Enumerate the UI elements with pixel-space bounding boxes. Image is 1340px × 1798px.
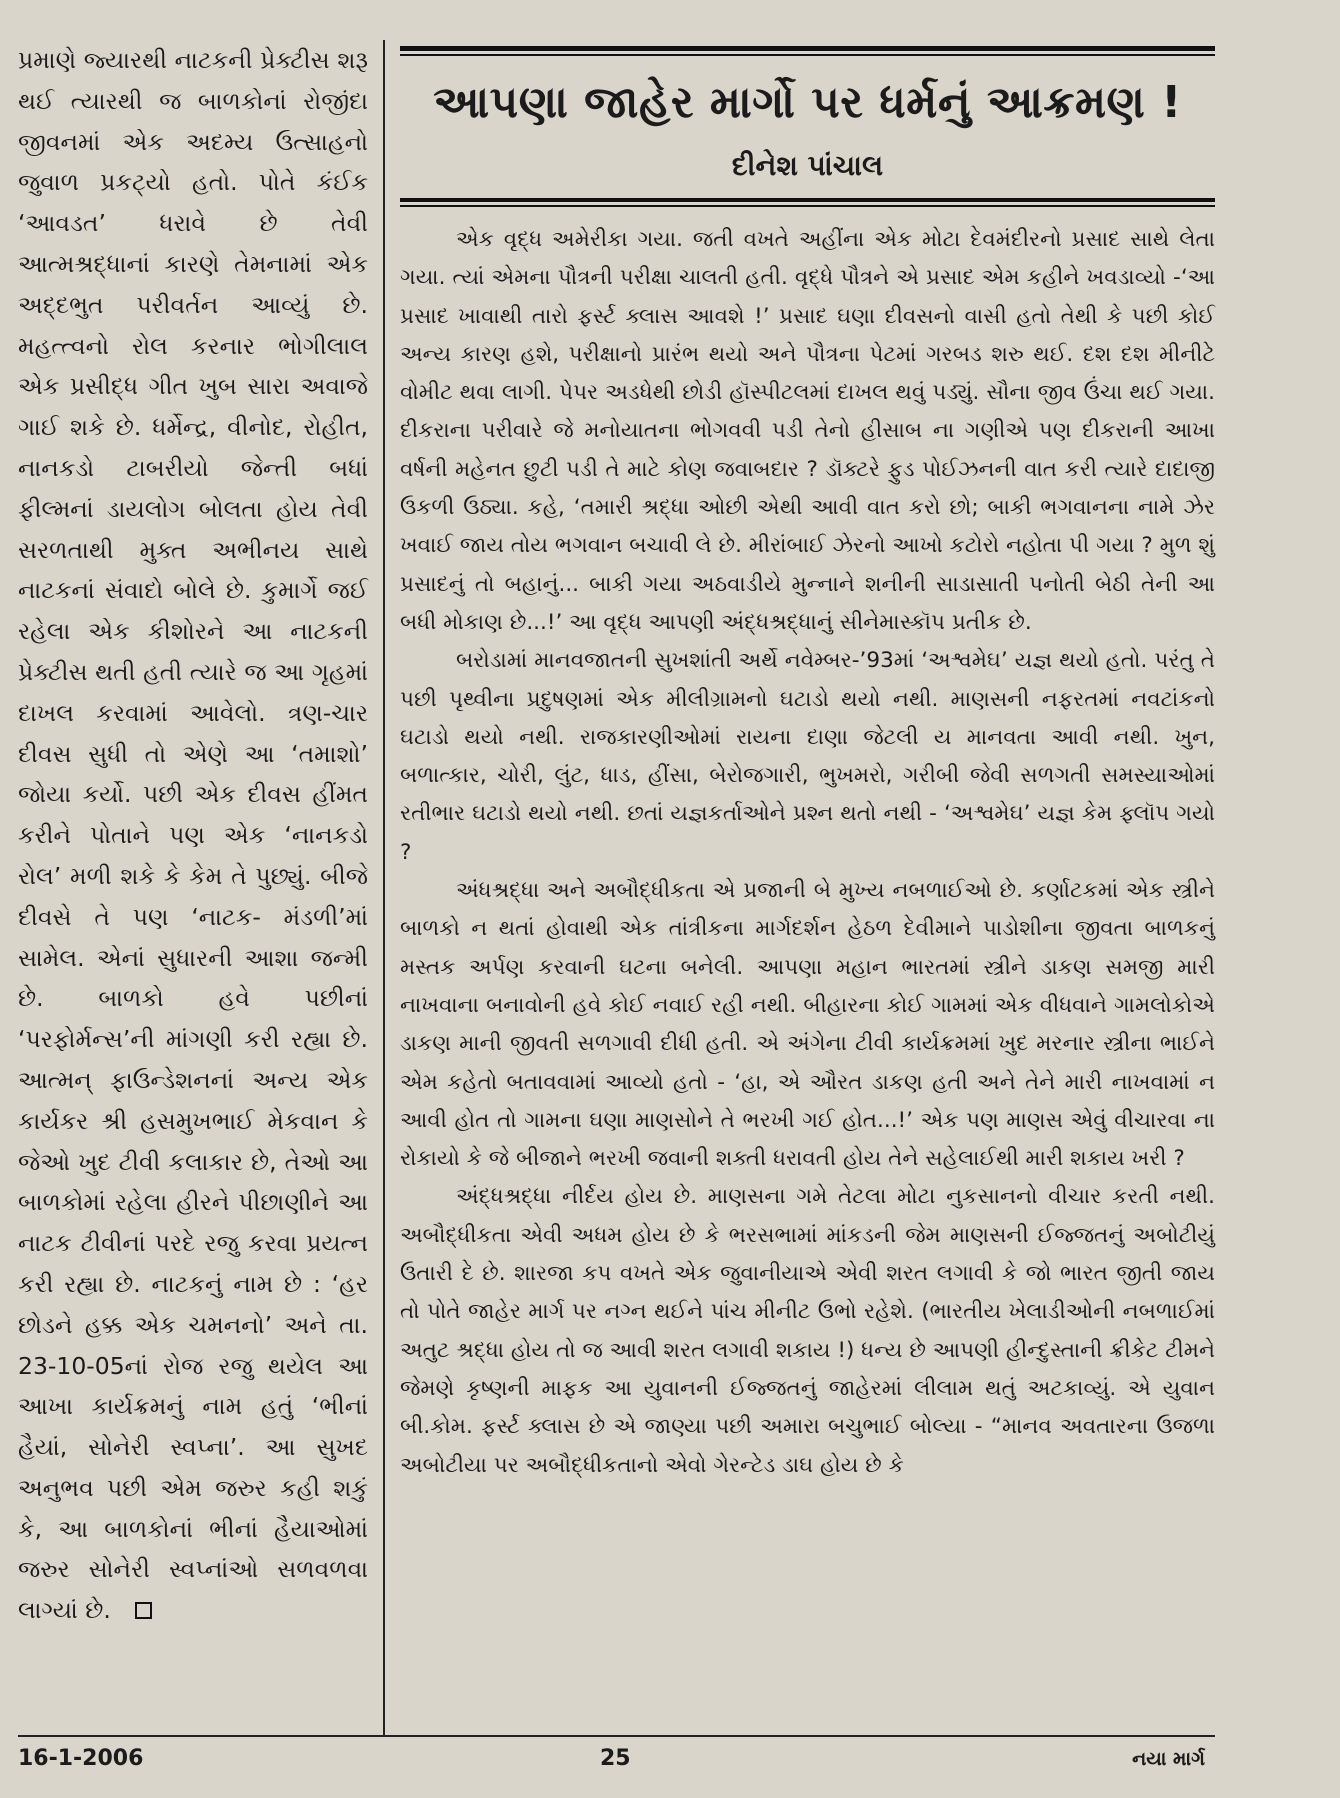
footer-rule: [18, 1735, 1215, 1737]
article-paragraph: અંધશ્રદ્ધા અને અબૌદ્ધીકતા એ પ્રજાની બે મુખ્ય નબળાઈઓ છે. કર્ણાટકમાં એક સ્ત્રીને બાળકો ન થતાં હોવાથી એક તાંત્રીકના માર્ગદર્શન હેઠળ દેવીમાને પાડોશીના જીવતા બાળકનું મસ્તક અર્પણ કરવાની ઘટના બનેલી. આપણા મહાન ભારતમાં સ્ત્રીને ડાકણ સમજી મારી નાખવાના બનાવોની હવે કોઈ નવાઈ રહી નથી. બીહારના કોઈ ગામમાં એક વીધવાને ગામલોકોએ ડાકણ માની જીવતી સળગાવી દીધી હતી. એ અંગેના ટીવી કાર્યક્રમમાં ખુદ મરનાર સ્ત્રીના ભાઈને એમ કહેતો બતાવવામાં આવ્યો હતો - ‘હા, એ ઔરત ડાકણ હતી અને તેને મારી નાખવામાં ન આવી હોત તો ગામના ઘણા માણસોને તે ભરખી ગઈ હોત...!’ એક પણ માણસ એવું વીચારવા ના રોકાયો કે જે બીજાને ભરખી જવાની શક્તી ધરાવતી હોય તેને સહેલાઈથી મારી શકાય ખરી ?: [400, 878, 1215, 1172]
title-top-rule: [400, 46, 1215, 51]
article-title: આપણા જાહેર માર્ગો પર ધર્મનું આક્રમણ !: [433, 77, 1182, 128]
title-bottom-rule-thin: [400, 205, 1215, 207]
magazine-name: નયા માર્ગ: [1132, 1748, 1205, 1770]
left-column-paragraph: પ્રમાણે જ્યારથી નાટકની પ્રેક્ટીસ શરૂ થઈ ત્યારથી જ બાળકોનાં રોજીંદા જીવનમાં એક અદમ્ય ઉત્સાહનો જુવાળ પ્રકટ્યો હતો. પોતે કંઈક ‘આવડત’ ધરાવે છે તેવી આત્મશ્રદ્ધાનાં કારણે તેમનામાં એક અદ્દભુત પરીવર્તન આવ્યું છે. મહત્ત્વનો રોલ કરનાર ભોગીલાલ એક પ્રસીદ્ધ ગીત ખુબ સારા અવાજે ગાઈ શકે છે. ધર્મેન્દ્ર, વીનોદ, રોહીત, નાનકડો ટાબરીયો જેન્તી બધાં ફીલ્મનાં ડાયલોગ બોલતા હોય તેવી સરળતાથી મુક્ત અભીનય સાથે નાટકનાં સંવાદો બોલે છે. કુમાર્ગે જઈ રહેલા એક કીશોરને આ નાટકની પ્રેક્ટીસ થતી હતી ત્યારે જ આ ગૃહમાં દાખલ કરવામાં આવેલો. ત્રણ-ચાર દીવસ સુધી તો એણે આ ‘તમાશો’ જોયા કર્યો. પછી એક દીવસ હીંમત કરીને પોતાને પણ એક ‘નાનકડો રોલ’ મળી શકે કે કેમ તે પુછ્યું. બીજે દીવસે તે પણ ‘નાટક- મંડળી’માં સામેલ. એનાં સુધારની આશા જન્મી છે. બાળકો હવે પછીનાં ‘પરફોર્મન્સ’ની માંગણી કરી રહ્યા છે. આત્મન્ ફાઉન્ડેશનનાં અન્ય એક કાર્યકર શ્રી હસમુખભાઈ મેકવાન કે જેઓ ખુદ ટીવી કલાકાર છે, તેઓ આ બાળકોમાં રહેલા હીરને પીછાણીને આ નાટક ટીવીનાં પરદે રજુ કરવા પ્રયત્ન કરી રહ્યા છે. નાટકનું નામ છે : ‘હર છોડને હક્ક એક ચમનનો’ અને તા. 23-10-05નાં રોજ રજુ થયેલ આ આખા કાર્યક્રમનું નામ હતું ‘ભીનાં હૈયાં, સોનેરી સ્વપ્ના’. આ સુખદ અનુભવ પછી એમ જરુર કહી શકું કે, આ બાળકોનાં ભીનાં હૈયાઓમાં જરુર સોનેરી સ્વપ્નાંઓ સળવળવા લાગ્યાં છે.: [18, 46, 368, 1625]
left-column: [18, 40, 368, 1631]
article-paragraph: અંદ્ધશ્રદ્ધા નીર્દય હોય છે. માણસના ગમે તેટલા મોટા નુકસાનનો વીચાર કરતી નથી. અબૌદ્ધીકતા એવી અધમ હોય છે કે ભરસભામાં માંકડની જેમ માણસની ઈજ્જતનું અબોટીયું ઉતારી દે છે. શારજા કપ વખતે એક જુવાનીયાએ એવી શરત લગાવી કે જો ભારત જીતી જાય તો પોતે જાહેર માર્ગ પર નગ્ન થઈને પાંચ મીનીટ ઉભો રહેશે. (ભારતીય ખેલાડીઓની નબળાઈમાં અતુટ શ્રદ્ધા હોય તો જ આવી શરત લગાવી શકાય !) ધન્ય છે આપણી હીન્દુસ્તાની ક્રીકેટ ટીમને જેમણે કૃષ્ણની માફક આ યુવાનની ઈજ્જતનું જાહેરમાં લીલામ થતું અટકાવ્યું. એ યુવાન બી.કોમ. ફર્સ્ટ ક્લાસ છે એ જાણ્યા પછી અમારા બચુભાઈ બોલ્યા - “માનવ અવતારના ઉજળા અબોટીયા પર અબૌદ્ધીકતાનો એવો ગેરન્ટેડ ડાઘ હોય છે કે: [400, 1184, 1215, 1478]
column-divider: [383, 40, 385, 1735]
page-number: 25: [600, 1746, 631, 1771]
title-bottom-rule: [400, 198, 1215, 202]
title-top-rule-thin: [400, 54, 1215, 56]
end-of-article-mark: [135, 1602, 152, 1619]
article-author: દીનેશ પાંચાલ: [731, 149, 884, 182]
article-paragraph: બરોડામાં માનવજાતની સુખશાંતી અર્થે નવેમ્બર-’93માં ‘અશ્વમેઘ’ યજ્ઞ થયો હતો. પરંતુ તે પછી પૃથ્વીના પ્રદુષણમાં એક મીલીગ્રામનો ઘટાડો થયો નથી. માણસની નફરતમાં નવટાંકનો ઘટાડો થયો નથી. રાજકારણીઓમાં રાયના દાણા જેટલી ય માનવતા આવી નથી. ખુન, બળાત્કાર, ચોરી, લુંટ, ધાડ, હીંસા, બેરોજગારી, ભુખમરો, ગરીબી જેવી સળગતી સમસ્યાઓમાં રતીભાર ઘટાડો થયો નથી. છતાં યજ્ઞકર્તાઓને પ્રશ્ન થતો નથી - ‘અશ્વમેઘ’ યજ્ઞ કેમ ફ્લૉપ ગયો ?: [400, 648, 1215, 865]
page-footer: [18, 1742, 1215, 1782]
article-paragraph: એક વૃદ્ધ અમેરીકા ગયા. જતી વખતે અહીંના એક મોટા દેવમંદીરનો પ્રસાદ સાથે લેતા ગયા. ત્યાં એમના પૌત્રની પરીક્ષા ચાલતી હતી. વૃદ્ધે પૌત્રને એ પ્રસાદ એમ કહીને ખવડાવ્યો -‘આ પ્રસાદ ખાવાથી તારો ફર્સ્ટ ક્લાસ આવશે !’ પ્રસાદ ઘણા દીવસનો વાસી હતો તેથી કે પછી કોઈ અન્ય કારણ હશે, પરીક્ષાનો પ્રારંભ થયો અને પૌત્રના પેટમાં ગરબડ શરુ થઈ. દશ દશ મીનીટે વોમીટ થવા લાગી. પેપર અડધેથી છોડી હૉસ્પીટલમાં દાખલ થવું પડ્યું. સૌના જીવ ઉંચા થઈ ગયા. દીકરાના પરીવારે જે મનોયાતના ભોગવવી પડી તેનો હીસાબ ના ગણીએ પણ દીકરાની આખા વર્ષની મહેનત છુટી પડી તે માટે કોણ જવાબદાર ? ડૉક્ટરે ફુડ પોઈઝનની વાત કરી ત્યારે દાદાજી ઉકળી ઉઠ્યા. કહે, ‘તમારી શ્રદ્ધા ઓછી એથી આવી વાત કરો છો; બાકી ભગવાનના નામે ઝેર ખવાઈ જાય તોય ભગવાન બચાવી લે છે. મીરાંબાઈ ઝેરનો આખો કટોરો નહોતા પી ગયા ? મુળ શું પ્રસાદનું તો બહાનું... બાકી ગયા અઠવાડીયે મુન્નાને શનીની સાડાસાતી પનોતી બેઠી તેની આ બધી મોકાણ છે...!’ આ વૃદ્ધ આપણી અંદ્ધશ્રદ્ધાનું સીનેમાસ્કૉપ પ્રતીક છે.: [400, 227, 1215, 635]
issue-date: 16-1-2006: [18, 1746, 144, 1771]
article-body: [400, 221, 1215, 1485]
article: [400, 46, 1215, 1485]
